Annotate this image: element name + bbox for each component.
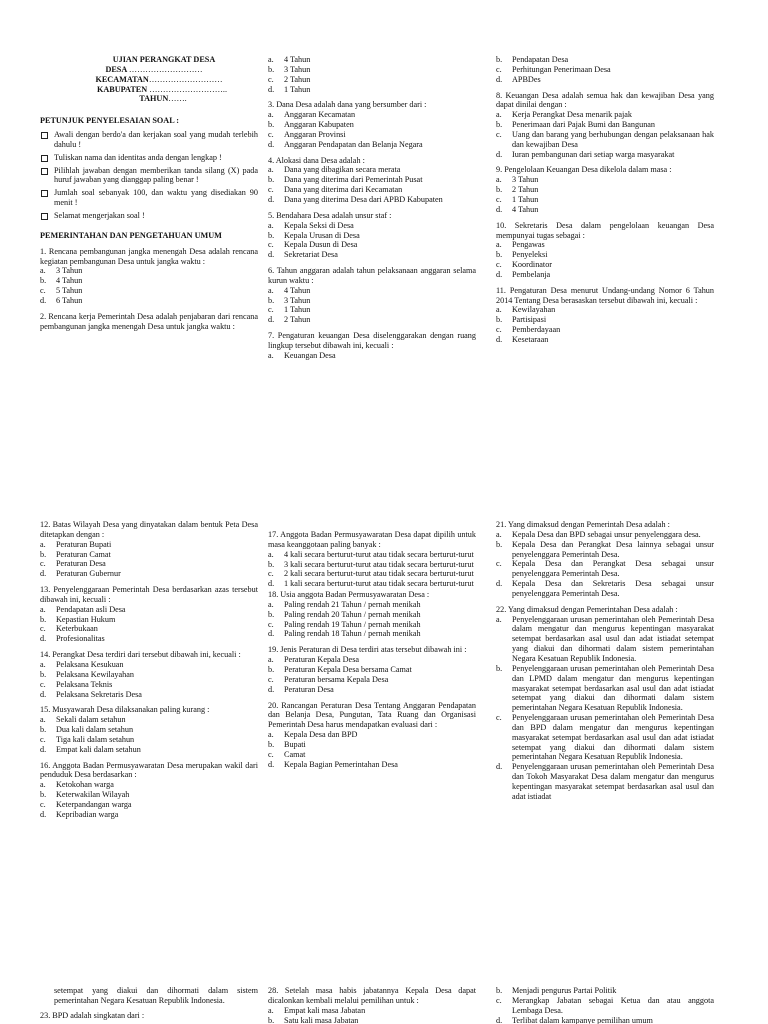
question-stem: 23. BPD adalah singkatan dari : [40,1010,145,1020]
answer-option[interactable]: a. Sekali dalam setahun [40,715,126,725]
answer-option[interactable]: a. Ketokohan warga [40,780,114,790]
question [496,605,714,802]
answer-option[interactable]: b. Pendapatan Desa [496,55,569,64]
answer-option[interactable]: d. 6 Tahun [40,295,83,305]
question-stem: 22. Yang dimaksud dengan Pemerintahan Desa adalah : [496,604,678,614]
answer-option[interactable]: a. 4 kali secara berturut-turut atau tidak secara berturut-turut [268,549,474,559]
question-stem: 10. Sekretaris Desa dalam pengelolaan keuangan Desa mempunyai tugas sebagai : [496,220,714,240]
answer-option[interactable]: a. Pendapatan asli Desa [40,604,126,614]
answer-option[interactable]: d. 2 Tahun [268,315,311,325]
question [268,701,476,770]
header-line-kabupaten: KABUPATEN ……………………….. [96,84,227,94]
answer-option[interactable]: a. Kepala Seksi di Desa [268,220,354,230]
bottom-column-2 [268,986,476,1024]
answer-option[interactable]: d. Kepribadian warga [40,809,119,819]
answer-option[interactable]: d. APBDes [496,74,541,84]
answer-option[interactable]: d. 1 Tahun [268,84,311,94]
answer-option[interactable]: d. 1 kali secara berturut-turut atau tidak secara berturut-turut [268,579,474,589]
instruction-item: Pilihlah jawaban dengan memberikan tanda silang (X) pada huruf jawaban yang dianggap paling benar ! [40,166,258,186]
top-column-1 [40,55,258,331]
question-stem: 19. Jenis Peraturan di Desa terdiri atas tersebut dibawah ini : [268,645,467,655]
answer-option[interactable]: d. Kepala Desa dan Sekretaris Desa sebagai unsur penyelenggara Pemerintah Desa. [496,579,714,598]
question [40,705,258,754]
question-stem: 2. Rencana kerja Pemerintah Desa adalah penjabaran dari rencana pembangunan jangka menengah Desa untuk jangka waktu : [40,311,258,331]
answer-option[interactable]: c. Koordinator [496,260,553,270]
answer-option[interactable]: c. 2 Tahun [268,74,311,84]
answer-option[interactable]: a. 3 Tahun [40,266,83,276]
answer-option[interactable]: b. Satu kali masa Jabatan [268,1015,359,1024]
question [268,55,476,94]
instruction-item: Jumlah soal sebanyak 100, dan waktu yang disediakan 90 menit ! [40,188,258,208]
answer-option[interactable]: b. Paling rendah 20 Tahun / pernah menikah [268,609,421,619]
question [268,331,476,361]
answer-option[interactable]: c. Penyelenggaraan urusan pemerintahan oleh Pemerintah Desa dan BPD dalam mengatur dan mengurus kepentingan masyarakat setempat berdasarkan asal usul dan adat istiadat setempat yang diakui dan dihormati dalam sistem pemerintahan Negara Kesatuan Republik Indonesia. [496,713,714,762]
answer-option[interactable]: d. Peraturan Desa [268,684,334,694]
answer-option[interactable]: d. Kesetaraan [496,334,549,344]
answer-option[interactable]: b. Peraturan Camat [40,549,111,559]
middle-column-3 [496,520,714,802]
answer-option[interactable]: b. 4 Tahun [40,276,83,286]
answer-option[interactable]: c. Anggaran Provinsi [268,129,346,139]
question-stem: 21. Yang dimaksud dengan Pemerintah Desa adalah : [496,520,670,529]
answer-option[interactable]: c. Pemberdayaan [496,325,561,335]
answer-option[interactable]: a. Paling rendah 21 Tahun / pernah menikah [268,599,421,609]
answer-option[interactable]: a. Empat kali masa Jabatan [268,1005,366,1015]
answer-option[interactable]: b. 3 Tahun [268,295,311,305]
answer-option[interactable]: c. Tiga kali dalam setahun [40,734,135,744]
answer-option[interactable]: a. Pengawas [496,240,545,250]
answer-option[interactable]: a. Keuangan Desa [268,350,336,360]
answer-option[interactable]: b. Anggaran Kabupaten [268,120,354,130]
answer-option[interactable]: c. Keterbukaan [40,624,98,634]
answer-option[interactable]: c. Kepala Dusun di Desa [268,240,358,250]
answer-option[interactable]: d. Peraturan Gubernur [40,569,121,579]
question [268,266,476,325]
instructions-title: PETUNJUK PENYELESAIAN SOAL : [40,116,179,126]
answer-option[interactable]: b. Peraturan Kepala Desa bersama Camat [268,664,412,674]
answer-option[interactable]: c. 1 Tahun [268,305,311,315]
answer-option[interactable]: d. Kepala Bagian Pemerintahan Desa [268,759,398,769]
answer-option[interactable]: c. Perhitungan Penerimaan Desa [496,64,611,74]
answer-option[interactable]: d. Anggaran Pendapatan dan Belanja Negara [268,139,423,149]
bottom-column-3 [496,986,714,1024]
header-line-desa: DESA ……………………… [105,64,203,74]
question [496,165,714,214]
answer-option[interactable]: b. Partisipasi [496,315,547,325]
answer-option[interactable]: b. 3 Tahun [268,64,311,74]
answer-option[interactable]: c. 5 Tahun [40,286,83,296]
answer-option[interactable]: d. Pelaksana Sekretaris Desa [40,689,142,699]
top-column-3 [496,55,714,345]
answer-option[interactable]: a. 4 Tahun [268,285,311,295]
question-stem: 4. Alokasi dana Desa adalah : [268,155,365,165]
answer-option[interactable]: d. Dana yang diterima Desa dari APBD Kabupaten [268,194,443,204]
question [40,312,258,332]
answer-option[interactable]: b. Penerimaan dari Pajak Bumi dan Bangunan [496,120,656,130]
answer-option[interactable]: d. Empat kali dalam setahun [40,744,141,754]
answer-option[interactable]: a. Kerja Perangkat Desa menarik pajak [496,110,633,120]
answer-option[interactable]: d. Paling rendah 18 Tahun / pernah menikah [268,629,421,639]
continuation-text: setempat yang diakui dan dihormati dalam sistem pemerintahan Negara Kesatuan Republik Indonesia. [54,986,258,1005]
header-line-tahun: TAHUN……. [139,94,187,104]
answer-option[interactable]: c. 2 kali secara berturut-turut atau tidak secara berturut-turut [268,569,474,579]
answer-option[interactable]: a. Dana yang dibagikan secara merata [268,165,401,175]
answer-option[interactable]: b. Bupati [268,739,306,749]
question-stem: 8. Keuangan Desa adalah semua hak dan kewajiban Desa yang dapat dinilai dengan : [496,90,714,110]
answer-option[interactable]: a. Peraturan Bupati [40,539,112,549]
question-stem: 15. Musyawarah Desa dilaksanakan paling kurang : [40,705,210,715]
question-stem: 3. Dana Desa adalah dana yang bersumber dari : [268,100,427,110]
question [496,55,714,85]
question [496,221,714,280]
answer-option[interactable]: d. Sekretariat Desa [268,250,338,260]
answer-option[interactable]: c. Merangkap Jabatan sebagai Ketua dan atau anggota Lembaga Desa. [496,995,714,1015]
question [496,91,714,160]
question [40,585,258,644]
answer-option[interactable]: c. Camat [268,749,306,759]
answer-option[interactable]: a. Penyelenggaraan urusan pemerintahan oleh Pemerintah Desa dalam mengatur dan mengurus kepentingan masyarakat setempat berdasarkan asal usul dan adat istiadat setempat yang diakui dan dihormati dalam sistem pemerintahan Negara Kesatuan Republik Indonesia. [496,614,714,663]
answer-option[interactable]: c. Kepala Desa dan Perangkat Desa sebagai unsur penyelenggara Pemerintah Desa. [496,559,714,579]
question-stem: 13. Penyelenggaraan Pemerintah Desa berdasarkan azas tersebut dibawah ini, kecuali : [40,585,258,604]
answer-option[interactable]: b. Kepala Urusan di Desa [268,230,360,240]
answer-option[interactable]: a. Kewilayahan [496,305,556,315]
answer-option[interactable]: b. Kepastian Hukum [40,614,116,624]
question-stem: 7. Pengaturan keuangan Desa diselenggarakan dengan ruang lingkup tersebut dibawah ini, kecuali : [268,331,476,350]
answer-option[interactable]: c. Peraturan bersama Kepala Desa [268,674,389,684]
question-stem: 11. Pengaturan Desa menurut Undang-undang Nomor 6 Tahun 2014 Tentang Desa berasaskan tersebut dibawah ini, kecuali : [496,285,714,305]
answer-option[interactable]: b. Keterwakilan Wilayah [40,790,130,800]
answer-option[interactable]: c. Pelaksana Teknis [40,679,113,689]
question-stem: 20. Rancangan Peraturan Desa Tentang Anggaran Pendapatan dan Belanja Desa, Pungutan, Tata Ruang dan Organisasi Pemerintah Desa harus mendapatkan evaluasi dari : [268,700,476,730]
answer-option[interactable]: c. Uang dan barang yang berhubungan dengan pelaksanaan hak dan kewajiban Desa [496,129,714,149]
answer-option[interactable]: d. Iuran pembangunan dari setiap warga masyarakat [496,149,675,159]
instruction-item: Selamat mengerjakan soal ! [40,211,258,221]
answer-option[interactable]: b. Menjadi pengurus Partai Politik [496,986,617,995]
answer-option[interactable]: d. Profesionalitas [40,634,105,644]
answer-option[interactable]: d. Penyelenggaraan urusan pemerintahan oleh Pemerintah Desa dan Tokoh Masyarakat Desa dalam mengatur dan mengurus kepentingan masyarakat setempat berdasarkan asal usul dan adat istiadat [496,762,714,801]
question-stem: 18. Usia anggota Badan Permusyawaratan Desa : [268,590,430,600]
exam-title: UJIAN PERANGKAT DESA [112,55,216,64]
answer-option[interactable]: a. Peraturan Kepala Desa [268,655,360,665]
section-title: PEMERINTAHAN DAN PENGETAHUAN UMUM [40,230,222,240]
answer-option[interactable]: d. Terlibat dalam kampanye pemilihan umum [496,1015,653,1024]
question-stem: 14. Perangkat Desa terdiri dari tersebut dibawah ini, kecuali : [40,650,241,660]
answer-option[interactable]: c. Dana yang diterima dari Kecamatan [268,185,403,195]
question-stem: 12. Batas Wilayah Desa yang dinyatakan dalam bentuk Peta Desa ditetapkan dengan : [40,520,258,539]
answer-option[interactable]: c. Paling rendah 19 Tahun / pernah menikah [268,619,421,629]
answer-option[interactable]: a. Kepala Desa dan BPD sebagai unsur penyelenggara desa. [496,529,701,539]
question [40,650,258,699]
question [268,590,476,639]
bottom-column-1 [40,986,258,1021]
top-column-2 [268,55,476,361]
question [496,286,714,345]
middle-column-1 [40,520,258,820]
question-stem: 17. Anggota Badan Permusyawaratan Desa dapat dipilih untuk masa keanggotaan paling banyak : [268,530,476,549]
answer-option[interactable]: c. Keterpandangan warga [40,799,132,809]
answer-option[interactable]: b. Dana yang diterima dari Pemerintah Pusat [268,175,423,185]
question [268,156,476,205]
question [40,247,258,306]
middle-column-2 [268,530,476,769]
answer-option[interactable]: b. 3 kali secara berturut-turut atau tidak secara berturut-turut [268,559,474,569]
answer-option[interactable]: d. 4 Tahun [496,204,539,214]
question [496,520,714,599]
question-stem: 16. Anggota Badan Permusyawaratan Desa merupakan wakil dari penduduk Desa berdasarkan : [40,760,258,780]
answer-option[interactable]: a. Anggaran Kecamatan [268,110,356,120]
answer-option[interactable]: b. Pelaksana Kewilayahan [40,669,134,679]
answer-option[interactable]: c. 1 Tahun [496,194,539,204]
answer-option[interactable]: a. Pelaksana Kesukuan [40,659,124,669]
answer-option[interactable]: a. Kepala Desa dan BPD [268,730,358,740]
question [268,211,476,260]
answer-option[interactable]: b. Dua kali dalam setahun [40,725,134,735]
instruction-item: Awali dengan berdo'a dan kerjakan soal yang mudah terlebih dahulu ! [40,130,258,150]
answer-option[interactable]: b. Kepala Desa dan Perangkat Desa lainnya sebagai unsur penyelenggara Pemerintah Desa. [496,539,714,559]
question-stem: 1. Rencana pembangunan jangka menengah Desa adalah rencana kegiatan pembangunan Desa untuk jangka waktu : [40,246,258,266]
question-stem: 9. Pengelolaan Keuangan Desa dikelola dalam masa : [496,165,672,175]
answer-option[interactable]: b. Penyeleksi [496,250,548,260]
answer-option[interactable]: a. 4 Tahun [268,55,311,64]
question [268,986,476,1024]
question [40,761,258,820]
answer-option[interactable]: b. Penyelenggaraan urusan pemerintahan oleh Pemerintah Desa dan LPMD dalam mengatur dan mengurus kepentingan masyarakat setempat berdasarkan asal usul dan adat istiadat setempat yang diakui dan dihormati dalam sistem pemerintahan Negara Kesatuan Republik Indonesia. [496,663,714,713]
header-line-kecamatan: KECAMATAN……………………… [95,74,223,84]
answer-option[interactable]: b. 2 Tahun [496,185,539,195]
question [268,530,476,589]
question-stem: 6. Tahun anggaran adalah tahun pelaksanaan anggaran selama kurun waktu : [268,266,476,285]
answer-option[interactable]: c. Peraturan Desa [40,559,106,569]
answer-option[interactable]: d. Pembelanja [496,269,551,279]
question-stem: 28. Setelah masa habis jabatannya Kepala Desa dapat dicalonkan kembali melalui pemilihan untuk : [268,986,476,1005]
question [268,100,476,149]
question-stem: 5. Bendahara Desa adalah unsur staf : [268,210,392,220]
instruction-item: Tuliskan nama dan identitas anda dengan lengkap ! [40,153,258,163]
question [268,645,476,694]
question [40,520,258,579]
answer-option[interactable]: a. 3 Tahun [496,175,539,185]
